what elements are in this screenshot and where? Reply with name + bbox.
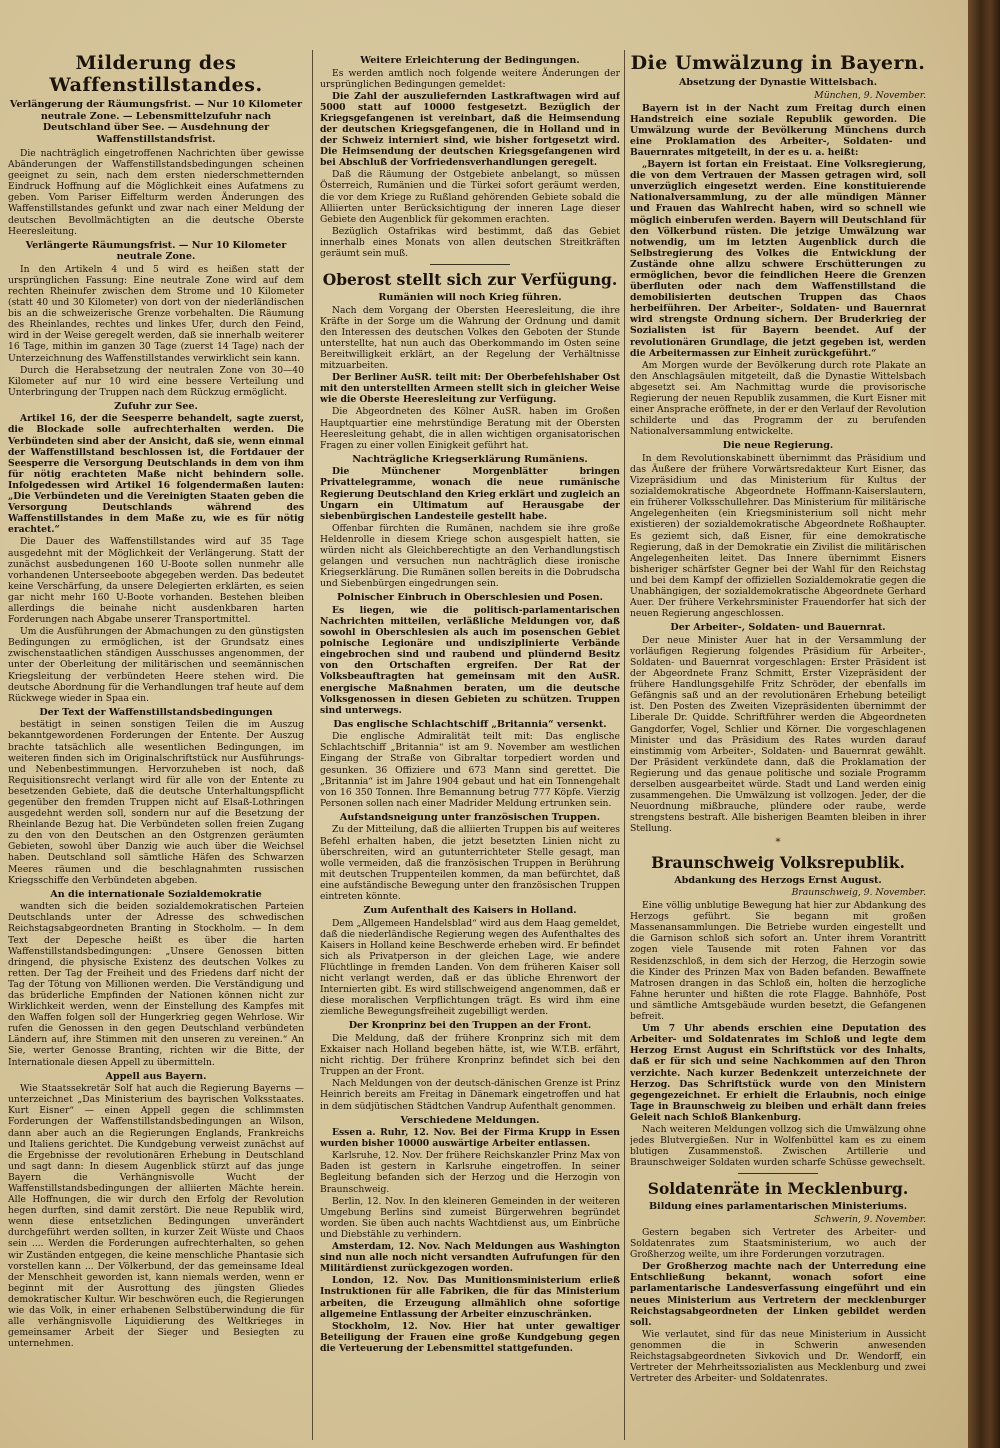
paragraph: Die nachträglich eingetroffenen Nachrichten über gewisse Abänderungen der Waffenstillstandsbedingungen scheinen geeignet zu sein, nach dem ersten niederschmetternden Eindruck Hoffnung auf die Möglichkeit eines Aufatmens zu geben. Vom Pariser Eiffelturm werden Änderungen des Waffenstillstandes gefunkt und zwar nach einer Meldung der deutschen Bevollmächtigten an die deutsche Oberste Heeresleitung. <box>8 148 304 237</box>
paragraph: Eine völlig unblutige Bewegung hat hier zur Abdankung des Herzogs geführt. Sie begann mit großen Massenansammlungen. Die Betriebe wurden eingestellt und die Garnison schloß sich sofort an. Unter ihrem Vorantritt zogen viele Tausende mit roten Fahnen vor das Residenzschloß, in dem sich der Herzog, die Herzogin sowie die Kinder des Prinzen Max von Baden befanden. Bewaffnete Matrosen drangen in das Schloß ein, holten die herzogliche Fahne herunter und hißten die rote Flagge. Bahnhöfe, Post und sämtliche Amtsgebäude wurden besetzt, die Gefangenen befreit. <box>630 900 926 1023</box>
section-heading: Polnischer Einbruch in Oberschlesien und Posen. <box>337 592 603 604</box>
dateline: München, 9. November. <box>814 89 926 101</box>
section-heading: Die neue Regierung. <box>722 440 834 452</box>
paragraph: Zu der Mitteilung, daß die alliierten Truppen bis auf weiteres Befehl erhalten haben, die jetzt besetzten Linien nicht zu überschreiten, wird an gutunterrichteter Stelle gesagt, man wolle vermeiden, daß die französischen Truppen in Berührung mit deutschen Truppenteilen kommen, da man befürchtet, daß eine aufständische Bewegung unter den französischen Truppen eintreten könnte. <box>320 824 620 902</box>
section-heading: Der Arbeiter-, Soldaten- und Bauernrat. <box>670 622 886 634</box>
paragraph: Die Münchener Morgenblätter bringen Privattelegramme, wonach die neue rumänische Regierung Deutschland den Krieg erklärt und zugleich an Ungarn ein Ultimatum auf Herausgabe der siebenbürgischen Landesteile gestellt habe. <box>320 466 620 522</box>
divider <box>738 1173 818 1174</box>
section-heading: Das englische Schlachtschiff „Britannia“ versenkt. <box>333 718 607 730</box>
paragraph: Essen a. Ruhr, 12. Nov. Bei der Firma Krupp in Essen wurden bisher 10000 auswärtige Arbeiter entlassen. <box>320 1127 620 1150</box>
section-star: * <box>775 836 781 848</box>
paragraph: Gestern begaben sich Vertreter des Arbeiter- und Soldatenrates zum Staatsministerium, wo auch der Großherzog weilte, um ihre Forderungen vorzutragen. <box>630 1226 926 1261</box>
paragraph: wandten sich die beiden sozialdemokratischen Parteien Deutschlands unter der Adresse des schwedischen Reichstagsabgeordneten Branting in Stockholm. — In dem Text der Depesche heißt es über die harten Waffenstillstandsbedingungen: „Unsere Genossen bitten dringend, die physische Existenz des deutschen Volkes zu retten. Der Tag der Freiheit und des Friedens darf nicht der Tag der Tötung von Millionen werden. Die Verständigung und das brüderliche Empfinden der Nationen können nicht zur Wirklichkeit werden, wenn der Einstellung des Kampfes mit den Waffen folgen soll der Hungerkrieg gegen Wehrlose. Wir rufen die Genossen in den gegen Deutschland verbündeten Ländern auf, ihre Stimmen mit den unseren zu vereinen.“ An Sie, werter Genosse Branting, richten wir die Bitte, der Internationale diesen Appell zu übermitteln. <box>8 901 304 1068</box>
paragraph: Um 7 Uhr abends erschien eine Deputation des Arbeiter- und Soldatenrates im Schloß und legte dem Herzog Ernst August ein Schriftstück vor des Inhalts, daß er für sich und seine Nachkommen auf den Thron verzichte. Nach kurzer Bedenkzeit unterzeichnete der Herzog. Das Schriftstück wurde von den Ministern gegengezeichnet. Er erhielt die Erlaubnis, noch einige Tage in Braunschweig zu bleiben und erhält dann freies Geleit nach Schloß Blankenburg. <box>630 1023 926 1123</box>
paragraph: Stockholm, 12. Nov. Hier hat unter gewaltiger Beteiligung der Frauen eine große Kundgebung gegen die Verteuerung der Lebensmittel stattgefunden. <box>320 1320 620 1354</box>
paragraph: Wie verlautet, sind für das neue Ministerium in Aussicht genommen die in Schwerin anwesenden Reichstagsabgeordneten Sivkovich und Dr. Wendorff, ein Vertreter der Mehrheitssozialisten aus Mecklenburg und zwei Vertreter des Arbeiter- und Soldatenrates. <box>630 1328 926 1385</box>
section-heading: An die internationale Sozialdemokratie <box>50 888 262 900</box>
paragraph: Nach weiteren Meldungen vollzog sich die Umwälzung ohne jedes Blutvergießen. Nur in Wolfenbüttel kam es zu einem blutigen Zusammenstoß. Zwischen Artillerie und Braunschweiger Soldaten wurden scharfe Schüsse gewechselt. <box>630 1123 926 1169</box>
paragraph: Am Morgen wurde der Bevölkerung durch rote Plakate an den Anschlagsäulen mitgeteilt, daß die Dynastie Wittelsbach abgesetzt sei. Am Nachmittag wurde die provisorische Regierung der neuen Republik zusammen, die Kurt Eisner mit einer Ansprache eröffnete, in der er den Verlauf der Revolution schilderte und das Programm der zu berufenden Nationalversammlung entwickelte. <box>630 359 926 438</box>
paragraph: Bayern ist in der Nacht zum Freitag durch einen Handstreich eine soziale Republik geworden. Die Umwälzung wurde der Bevölkerung Münchens durch eine Proklamation des Arbeiter-, Soldaten- und Bauernrates mitgeteilt, in der es u. a. heißt: <box>630 102 926 158</box>
book-binding <box>968 0 1000 1448</box>
headline-mecklenburg: Soldatenräte in Mecklenburg. <box>647 1179 909 1199</box>
headline-armistice: Milderung des Waffenstillstandes. <box>49 52 263 96</box>
paragraph: Es werden amtlich noch folgende weitere Änderungen der ursprünglichen Bedingungen gemeldet: <box>320 67 620 90</box>
section-heading: Appell aus Bayern. <box>105 1070 207 1082</box>
paragraph: Nach dem Vorgang der Obersten Heeresleitung, die ihre Kräfte in der Sorge um die Wahrung der Ordnung und damit den Interessen des deutschen Volkes den Geboten der Stunde unterstellte, hat nun auch das Oberkommando im Osten seine Bereitwilligkeit erklärt, an der Regelung der Verhältnisse mitzuarbeiten. <box>320 304 620 372</box>
section-heading: Verlängerte Räumungsfrist. — Nur 10 Kilometer neutrale Zone. <box>25 239 287 263</box>
dateline: Schwerin, 9. November. <box>814 1213 926 1225</box>
section-heading: Zum Aufenthalt des Kaisers in Holland. <box>363 905 577 917</box>
column-1 <box>8 52 304 1440</box>
dateline: Braunschweig, 9. November. <box>791 887 926 898</box>
paragraph: bestätigt in seinen sonstigen Teilen die im Auszug bekanntgewordenen Forderungen der Entente. Der Auszug brachte tatsächlich alle wesentlichen Bedingungen, im weiteren finden sich im Originalschriftstück nur Ausführungs- und Nebenbestimmungen. Hervorzuheben ist noch, daß Requisitionsrecht verlangt wird für alle von der Entente zu besetzenden Gebiete, daß die deutsche Unterhaltungspflicht gegenüber den fremden Truppen nicht auf Elsaß-Lothringen ausgedehnt werden soll, sondern nur auf die Besetzung der Rheinlande Bezug hat. Die Verbündeten sollen freien Zugang zu den von den Deutschen an den Ostgrenzen geräumten Gebieten, sowohl über Danzig wie auch über die Weichsel haben. Deutschland soll sämtliche Häfen des Schwarzen Meeres räumen und die beschlagnahmten russischen Kriegsschiffe den Verbündeten abgeben. <box>8 719 304 886</box>
paragraph: Artikel 16, der die Seesperre behandelt, sagte zuerst, die Blockade solle aufrechterhalten werden. Die Verbündeten sind aber der Ansicht, daß sie, wenn einmal der Waffenstillstand beschlossen ist, die Fortdauer der Seesperre die Versorgung Deutschlands in dem von ihm für nötig erachteten Maße nicht behindern solle. Infolgedessen wird Artikel 16 folgendermaßen lauten: „Die Verbündeten und die Vereinigten Staaten geben die Versorgung Deutschlands während des Waffenstillstandes in dem Maße zu, wie es für nötig erachtet.“ <box>8 413 304 536</box>
paragraph: Berlin, 12. Nov. In den kleineren Gemeinden in der weiteren Umgebung Berlins sind zumeist Bürgerwehren begründet worden. Sie üben auch nachts Wachtdienst aus, um Einbrüche und Diebstähle zu verhindern. <box>320 1195 620 1240</box>
section-heading: Nachträgliche Kriegserklärung Rumäniens. <box>352 453 588 465</box>
paragraph: In den Artikeln 4 und 5 wird es heißen statt der ursprünglichen Fassung: Eine neutrale Zone wird auf dem rechten Rheinufer zwischen dem Strome und 10 Kilometer (statt 40 und 30 Kilometer) von dort von der niederländischen bis an die schweizerische Grenze vorbehalten. Die Räumung des Rheinlandes, rechtes und linkes Ufer, durch den Feind, wird in der Weise geregelt werden, daß sie innerhalb weiterer 16 Tage, mithin im ganzen 30 Tage (zuerst 14 Tage) nach der Unterzeichnung des Waffenstillstandes verwirklicht sein kann. <box>8 263 304 364</box>
paragraph: Dem „Allgemeen Handelsblad“ wird aus dem Haag gemeldet, daß die niederländische Regierung wegen des Aufenthaltes des Kaisers in Holland keine Beschwerde erheben wird. Er befindet sich als Privatperson in der gleichen Lage, wie andere Flüchtlinge in fremden Landen. Von dem früheren Kaiser soll nicht verlangt werden, daß er das übliche Ehrenwort der Internierten gibt. Es wird stillschweigend angenommen, daß er diese moralischen Verpflichtungen trägt. Es wird ihm eine ziemliche Bewegungsfreiheit zugebilligt werden. <box>320 917 620 1018</box>
paragraph: Es liegen, wie die politisch-parlamentarischen Nachrichten mitteilen, verläßliche Meldungen vor, daß sowohl in Oberschlesien als auch im posenschen Gebiet polnische Legionäre und undisziplinierte Verbände eingebrochen sind und raubend und plündernd Besitz von den Ortschaften ergreifen. Der Rat der Volksbeauftragten hat gemeinsam mit den AuSR. energische Maßnahmen beraten, um die deutsche Volksgenossen in diesen Gebieten zu schützen. Truppen sind unterwegs. <box>320 604 620 716</box>
paragraph: Daß die Räumung der Ostgebiete anbelangt, so müssen Österreich, Rumänien und die Türkei sofort geräumt werden, die vor dem Kriege zu Rußland gehörenden Gebiete sobald die Alliierten unter Berücksichtigung der inneren Lage dieser Gebiete den Augenblick für gekommen erachten. <box>320 169 620 225</box>
section-heading: Aufstandsneigung unter französischen Truppen. <box>339 811 601 823</box>
headline-braunschweig: Braunschweig Volksrepublik. <box>651 852 905 872</box>
paragraph: Karlsruhe, 12. Nov. Der frühere Reichskanzler Prinz Max von Baden ist gestern in Karlsruhe eingetroffen. In seiner Begleitung befanden sich der Herzog und die Herzogin von Braunschweig. <box>320 1150 620 1195</box>
paragraph: Amsterdam, 12. Nov. Nach Meldungen aus Washington sind nun alle noch nicht versandten Aufrufungen für den Militärdienst zurückgezogen worden. <box>320 1241 620 1275</box>
paragraph: „Bayern ist fortan ein Freistaat. Eine Volksregierung, die von dem Vertrauen der Massen getragen wird, soll unverzüglich eingesetzt werden. Eine konstituierende Nationalversammlung, zu der alle mündigen Männer und Frauen das Wahlrecht haben, wird so schnell wie möglich einberufen werden. Bayern will Deutschland für den Völkerbund rüsten. Die jetzige Umwälzung war notwendig, um im letzten Augenblick durch die Selbstregierung des Volkes die Entwicklung der Zustände ohne allzu schwere Erschütterungen zu ermöglichen, bevor die feindlichen Heere die Grenzen überfluten oder nach dem Waffenstillstand die demobilisierten deutschen Truppen das Chaos herbeiführen. Der Arbeiter-, Soldaten- und Bauernrat wird strengste Ordnung sichern. Der Bruderkrieg der Sozialisten ist für Bayern beendet. Auf der revolutionären Grundlage, die jetzt gegeben ist, werden die Arbeitermassen zur Einheit zurückgeführt.“ <box>630 159 926 359</box>
column-rule <box>624 50 625 1440</box>
section-heading: Der Text der Waffenstillstandsbedingungen <box>39 706 273 718</box>
paragraph: Durch die Herabsetzung der neutralen Zone von 30—40 Kilometer auf nur 10 wird eine bessere Verteilung und Unterbringung der Truppen nach dem Rückzug ermöglicht. <box>8 364 304 398</box>
subhead: Abdankung des Herzogs Ernst August. <box>674 874 882 886</box>
paragraph: Der Großherzog machte nach der Unterredung eine Entschließung bekannt, wonach sofort eine parlamentarische Landesverfassung eingeführt und ein neues Ministerium aus Vertretern der mecklenburger Reichstagsabgeordneten der Linken gebildet werden soll. <box>630 1261 926 1328</box>
paragraph: Wie Staatssekretär Solf hat auch die Regierung Bayerns — unterzeichnet „Das Ministerium des bayrischen Volksstaates. Kurt Eisner“ — einen Appell gegen die schlimmsten Forderungen der Waffenstillstandsbedingungen an Wilson, dann aber auch an die Regierungen Englands, Frankreichs und Italiens gerichtet. Die Kundgebung verweist zunächst auf die Ergebnisse der revolutionären Erhebung in Deutschland und sagt dann: In diesem Augenblick stürzt auf das junge Bayern die Verhängnisvolle Wucht der Waffenstillstandsbedingungen der alliierten Mächte herein. Alle Hoffnungen, die wir durch den Erfolg der Revolution hegen durften, sind damit zerstört. Die neue Republik wird, wenn diese entsetzlichen Bedingungen unverändert durchgeführt werden sollten, in kurzer Zeit Wüste und Chaos sein .... Werden die Forderungen aufrechterhalten, so gehen wir Zuständen entgegen, die keine menschliche Phantasie sich vorstellen kann ... Der Völkerbund, der das gemeinsame Ideal der Menschheit geworden ist, kann niemals werden, wenn er beginnt mit der Ausrottung des jüngsten Gliedes demokratischer Kultur. Wir beschwören euch, die Regierungen wie das Volk, in einer erhabenen Selbstüberwindung die für alle verhängnisvolle Liquidierung des Weltkrieges in gemeinsamer Arbeit der Sieger und Besiegten zu unternehmen. <box>8 1083 304 1350</box>
section-heading: Zufuhr zur See. <box>114 400 198 412</box>
paragraph: Um die Ausführungen der Abmachungen zu den günstigsten Bedingungen zu ermöglichen, ist der Grundsatz eines zwischenstaatlichen ständigen Ausschusses angenommen, der unter der Oberleitung der militärischen und seemännischen Kriegsleitung der verbündeten Heere stehen wird. Die deutsche Abordnung für die Verhandlungen traf heute auf dem Rückwege wieder in Spaa ein. <box>8 626 304 704</box>
headline-oberost: Oberost stellt sich zur Verfügung. <box>322 270 618 290</box>
paragraph: Offenbar fürchten die Rumänen, nachdem sie ihre große Heldenrolle in diesem Kriege schon ausgespielt hatten, sie würden nicht als Gleichberechtigte an den Verhandlungstisch gelangen und versuchen nun nachträglich diese ironische Kriegserklärung. Die Rumänen sollen bereits in die Dobrudscha und Siebenbürgen eingedrungen sein. <box>320 522 620 590</box>
column-3 <box>630 52 926 1440</box>
headline-bayern: Die Umwälzung in Bayern. <box>630 52 926 74</box>
paragraph: Der Berliner AuSR. teilt mit: Der Oberbefehlshaber Ost mit den unterstellten Armeen stellt sich in gleicher Weise wie die Oberste Heeresleitung zur Verfügung. <box>320 372 620 406</box>
paragraph: Der neue Minister Auer hat in der Versammlung der vorläufigen Regierung folgendes Präsidium für Arbeiter-, Soldaten- und Bauernrat vorgeschlagen: Erster Präsident ist der Abgeordnete Franz Schmitt, Erster Vizepräsident der frühere Handlungsgehilfe Fritz Schröder, der ebenfalls im Gefängnis saß und an der revolutionären Erhebung beteiligt ist. Den Posten des Zweiten Vizepräsidenten übernimmt der Liberale Dr. Quidde. Schriftführer werden die Abgeordneten Gangdorfer, Vogel, Schlier und Körner. Die vorgeschlagenen Minister und das Präsidium des Rates wurden darauf einstimmig vom Arbeiter-, Soldaten- und Bauernrat gewählt. Der Präsident verkündete dann, daß die Proklamation der Regierung und das genaue politische und soziale Programm derselben ausgearbeitet würde. Stadt und Land werden einig zusammengehen. Die Umwälzung ist vollzogen. Jeder, der die Neuordnung mißbrauche, plündere oder raube, werde strengstens bestraft. Alle bisherigen Beamten bleiben in ihrer Stellung. <box>630 634 926 835</box>
subhead: Verlängerung der Räumungsfrist. — Nur 10 Kilometer neutrale Zone. — Lebensmittelzufuhr nach Deutschland über See. — Ausdehnung der Waffenstillstandsfrist. <box>9 99 303 145</box>
section-heading: Der Kronprinz bei den Truppen an der Front. <box>348 1020 592 1032</box>
subhead: Absetzung der Dynastie Wittelsbach. <box>678 77 878 88</box>
paragraph: London, 12. Nov. Das Munitionsministerium erließ Instruktionen für alle Fabriken, die für das Ministerium arbeiten, die Erzeugung allmählich ohne sofortige allgemeine Entlassung der Arbeiter einzuschränken. <box>320 1275 620 1320</box>
column-2 <box>320 52 620 1440</box>
paragraph: Bezüglich Ostafrikas wird bestimmt, daß das Gebiet innerhalb eines Monats von allen deutschen Streitkräften geräumt sein muß. <box>320 225 620 259</box>
paragraph: Nach Meldungen von der deutsch-dänischen Grenze ist Prinz Heinrich bereits am Freitag in Dänemark eingetroffen und hat in dem südjütischen Städtchen Vandrup Aufenthalt genommen. <box>320 1078 620 1112</box>
paragraph: In dem Revolutionskabinett übernimmt das Präsidium und das Äußere der frühere Vorwärtsredakteur Kurt Eisner, das Vizepräsidium und das Ministerium für Kultus der sozialdemokratische Abgeordnete Hoffmann-Kaiserslautern, ein früherer Volksschullehrer. Das Ministerium für militärische Angelegenheiten (ein Kriegsministerium soll nicht mehr existieren) der sozialdemokratische Abgeordnete Roßhaupter. Es geziemt sich, daß Eisner, für eine demokratische Regierung, daß in der Demokratie ein Zivilist die militärischen Angelegenheiten leitet. Das Innere übernimmt Eisners bisheriger schärfster Gegner bei der Wahl für den Reichstag und bei dem Kampf der offiziellen Sozialdemokratie gegen die Unabhängigen, der sozialdemokratische Abgeordnete Gerhard Auer. Der frühere Verkehrsminister Frauendorfer hat sich der neuen Regierung angeschlossen. <box>630 452 926 620</box>
section-heading: Verschiedene Meldungen. <box>400 1114 540 1126</box>
column-rule <box>312 50 313 1440</box>
paragraph: Die Zahl der auszuliefernden Lastkraftwagen wird auf 5000 statt auf 10000 festgesetzt. Bezüglich der Kriegsgefangenen ist vereinbart, daß die Heimsendung der deutschen Kriegsgefangenen, die in Holland und in der Schweiz interniert sind, wie bisher fortgesetzt wird. Die Heimsendung der deutschen Kriegsgefangenen wird bei Abschluß der Vorfriedensverhandlungen geregelt. <box>320 90 620 169</box>
divider <box>430 264 510 265</box>
paragraph: Die Dauer des Waffenstillstandes wird auf 35 Tage ausgedehnt mit der Möglichkeit der Verlängerung. Statt der zunächst ausbedungenen 160 U-Boote sollen nunmehr alle vorhandenen Unterseeboote abgegeben werden. Das bedeutet keine Verschärfung, da unsere Delegierten erklärten, es seien gar nicht mehr 160 U-Boote vorhanden. Bestehen bleiben allerdings die beinahe nicht ausdenkbaren harten Forderungen nach Abgabe unserer Transportmittel. <box>8 536 304 626</box>
subhead: Bildung eines parlamentarischen Ministeriums. <box>648 1201 908 1213</box>
paragraph: Die englische Admiralität teilt mit: Das englische Schlachtschiff „Britannia“ ist am 9. November am westlichen Eingang der Straße von Gibraltar torpediert worden und gesunken. 36 Offiziere und 673 Mann sind gerettet. Die „Britannia“ ist im Jahre 1904 gebaut und hat ein Tonnengehalt von 16 350 Tonnen. Ihre Bemannung betrug 777 Köpfe. Vierzig Personen sollen nach einer Madrider Meldung ertrunken sein. <box>320 731 620 809</box>
paragraph: Die Abgeordneten des Kölner AuSR. haben im Großen Hauptquartier eine mehrstündige Beratung mit der Obersten Heeresleitung gehabt, die in allen wichtigen organisatorischen Fragen zu einer vollen Einigkeit geführt hat. <box>320 406 620 451</box>
section-heading: Weitere Erleichterung der Bedingungen. <box>360 55 580 66</box>
subhead: Rumänien will noch Krieg führen. <box>378 292 562 304</box>
paragraph: Die Meldung, daß der frühere Kronprinz sich mit dem Exkaiser nach Holland begeben hätte, ist, wie W.T.B. erfährt, nicht richtig. Der frühere Kronprinz befindet sich bei den Truppen an der Front. <box>320 1032 620 1078</box>
